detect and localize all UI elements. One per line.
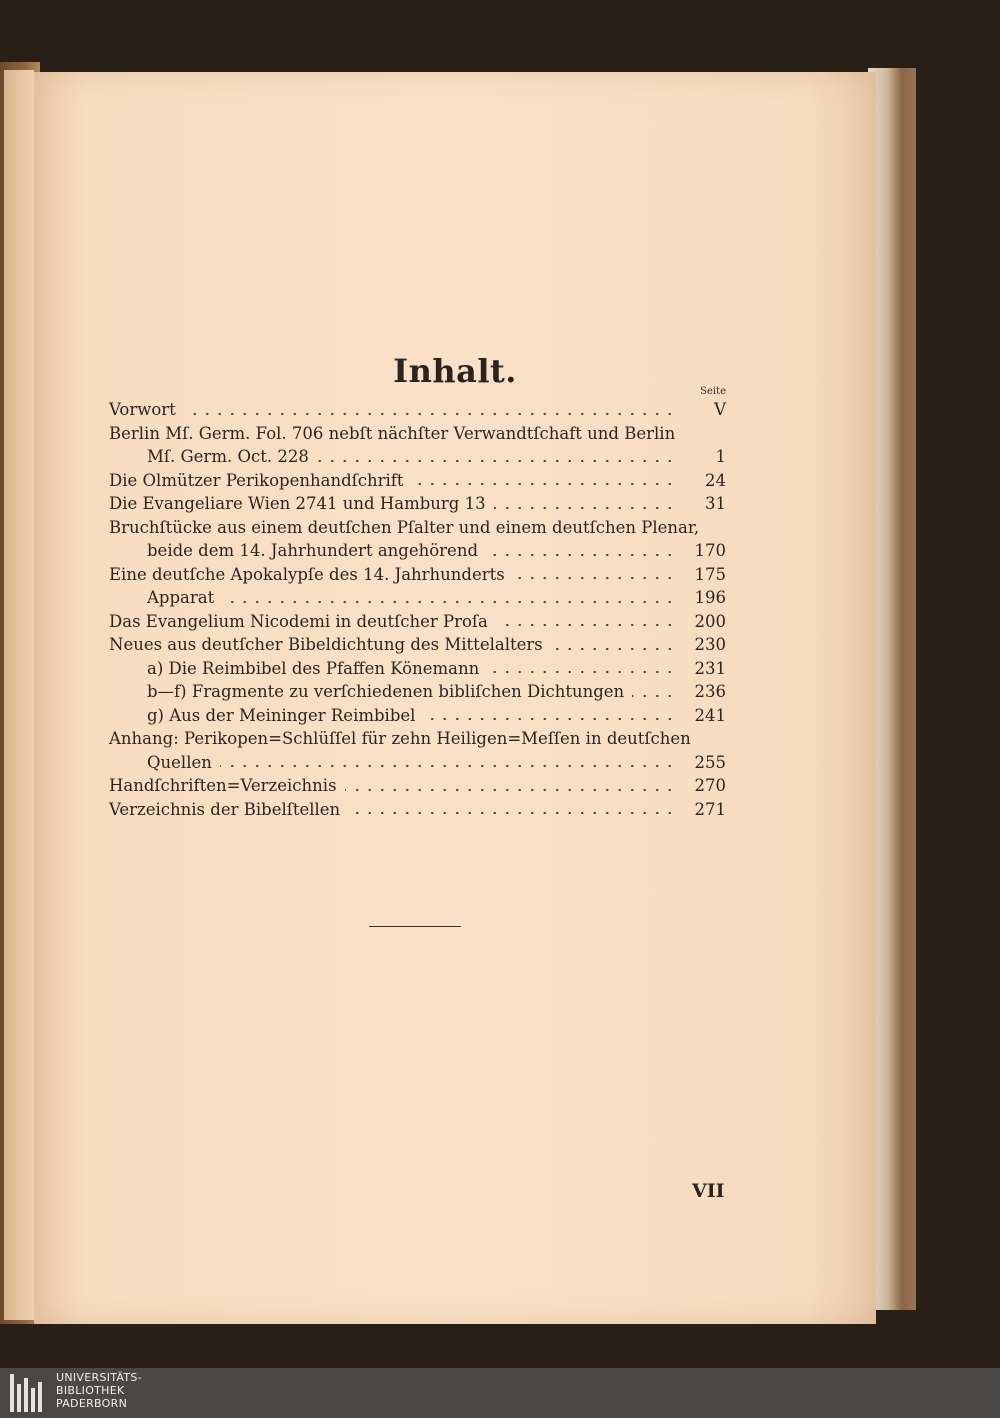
toc-leader-dots	[220, 765, 676, 767]
toc-entry	[109, 516, 726, 540]
page-heading: Inhalt.	[393, 352, 517, 390]
toc-entry-title: a) Die Reimbibel des Pfaffen Könemann	[147, 658, 480, 678]
toc-entry-title: Anhang: Perikopen=Schlüſſel für zehn Heiligen=Meſſen in deutſchen	[109, 729, 691, 748]
toc-entry	[109, 657, 726, 681]
toc-leader-dots	[423, 718, 676, 720]
toc-entry-title: g) Aus der Meininger Reimbibel	[147, 705, 416, 725]
toc-entry-page: 236	[694, 682, 726, 701]
toc-entry-page: V	[714, 400, 726, 419]
toc-leader-dots	[487, 671, 676, 673]
toc-entry	[109, 563, 726, 587]
toc-entry	[109, 751, 726, 775]
toc-entry	[109, 774, 726, 798]
library-name-line: PADERBORN	[56, 1397, 128, 1410]
toc-entry-page: 230	[694, 635, 726, 654]
toc-leader-dots	[222, 601, 676, 603]
toc-entry	[109, 469, 726, 493]
toc-entry-title: Vorwort	[109, 400, 176, 419]
toc-entry-page: 200	[694, 611, 726, 631]
toc-entry	[109, 445, 726, 469]
toc-entry-page: 24	[705, 470, 726, 490]
toc-leader-dots	[496, 624, 676, 626]
toc-entry-title: Berlin Mſ. Germ. Fol. 706 nebſt nächſter Verwandtſchaft und Berlin	[109, 423, 676, 443]
toc-entry-page: 196	[694, 588, 726, 607]
toc-entry	[109, 680, 726, 704]
toc-entry	[109, 492, 726, 516]
library-name-line: UNIVERSITÄTS-	[56, 1371, 142, 1384]
toc-entry	[109, 633, 726, 657]
page-number: VII	[692, 1180, 725, 1202]
toc-entry	[109, 422, 726, 446]
toc-entry-title: Neues aus deutſcher Bibeldichtung des Mittelalters	[109, 635, 543, 654]
toc-entry-page: 270	[694, 776, 726, 795]
toc-entry-title: b—f) Fragmente zu verſchiedenen bibliſchen Dichtungen	[147, 682, 625, 701]
library-footer	[0, 1368, 1000, 1418]
library-logo-icon	[10, 1374, 46, 1412]
toc-entry-title: Mſ. Germ. Oct. 228	[147, 447, 309, 466]
book-page	[34, 72, 876, 1324]
toc-leader-dots	[632, 695, 676, 697]
toc-entry-title: Die Evangeliare Wien 2741 und Hamburg 13	[109, 494, 486, 513]
toc-entry-page: 170	[694, 541, 726, 560]
toc-leader-dots	[317, 460, 676, 462]
toc-entry-title: Bruchſtücke aus einem deutſchen Pſalter und einem deutſchen Plenar,	[109, 517, 700, 537]
toc-entry-page: 231	[694, 658, 726, 678]
page-column-label: Seite	[700, 386, 726, 397]
toc-leader-dots	[348, 812, 676, 814]
divider-rule	[369, 926, 461, 927]
toc-entry	[109, 398, 726, 422]
previous-page-edge	[4, 70, 35, 1320]
toc-entry-title: Quellen	[147, 752, 212, 772]
toc-entry-page: 255	[694, 752, 726, 772]
toc-entry-title: Eine deutſche Apokalypſe des 14. Jahrhunderts	[109, 564, 505, 584]
toc-entry-title: Die Olmützer Perikopenhandſchrift	[109, 470, 404, 490]
toc-entry-title: Handſchriften=Verzeichnis	[109, 776, 337, 795]
library-name	[56, 1371, 142, 1410]
toc-entry	[109, 727, 726, 751]
toc-leader-dots	[184, 413, 676, 415]
toc-entry	[109, 539, 726, 563]
toc-entry	[109, 586, 726, 610]
toc-leader-dots	[412, 483, 676, 485]
toc-entry-page: 31	[705, 494, 726, 513]
toc-entry-page: 175	[694, 564, 726, 584]
toc-entry-title: Apparat	[147, 588, 215, 607]
toc-entry	[109, 798, 726, 822]
toc-entry	[109, 704, 726, 728]
toc-entry	[109, 610, 726, 634]
toc-leader-dots	[513, 577, 676, 579]
toc-leader-dots	[345, 789, 676, 791]
toc-entry-title: Das Evangelium Nicodemi in deutſcher Proſa	[109, 611, 488, 631]
library-name-line: BIBLIOTHEK	[56, 1384, 125, 1397]
toc-leader-dots	[486, 554, 676, 556]
toc-entry-page: 241	[694, 705, 726, 725]
toc-entry-page: 1	[715, 447, 726, 466]
toc-leader-dots	[494, 507, 676, 509]
toc-leader-dots	[551, 648, 676, 650]
toc-entry-page: 271	[694, 799, 726, 819]
table-of-contents	[109, 398, 726, 821]
toc-entry-title: beide dem 14. Jahrhundert angehörend	[147, 541, 479, 560]
toc-entry-title: Verzeichnis der Bibelſtellen	[109, 799, 341, 819]
